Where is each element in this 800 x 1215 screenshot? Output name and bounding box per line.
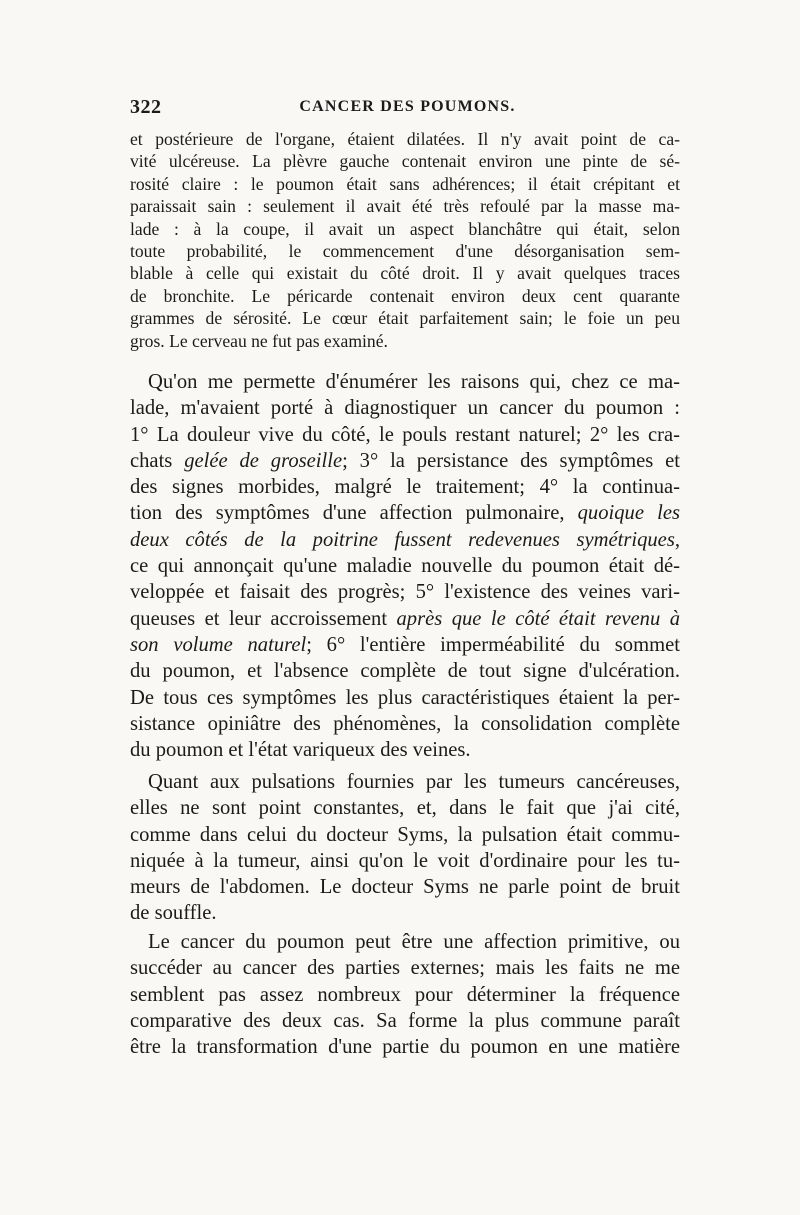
text-line <box>130 500 680 526</box>
text-line: Quant aux pulsations fournies par les tumeurs cancéreuses, <box>148 771 680 793</box>
text-line: succéder au cancer des parties externes; mais les faits ne me <box>130 957 680 980</box>
italic-phrase: après que le côté était revenu à <box>396 607 680 630</box>
italic-phrase: quoique les <box>577 502 680 525</box>
running-head <box>130 96 685 120</box>
italic-phrase: son volume naturel <box>130 633 307 656</box>
paragraph-pulsations <box>130 769 680 927</box>
page-number: 322 <box>130 96 162 118</box>
text-segment: ; 3° la persistance des symptômes et <box>342 449 680 472</box>
italic-phrase: gelée de groseille <box>184 449 343 472</box>
text-line: du poumon et l'état variqueux des veines. <box>130 739 471 762</box>
text-line: paraissait sain : seulement il avait été très refoulé par la masse ma- <box>130 196 680 217</box>
text-line: vité ulcéreuse. La plèvre gauche contenait environ une pinte de sé- <box>130 151 680 172</box>
text-line <box>130 448 680 474</box>
text-line: 1° La douleur vive du côté, le pouls restant naturel; 2° les cra- <box>130 423 680 446</box>
text-line: de bronchite. Le péricarde contenait environ deux cent quarante <box>130 285 680 306</box>
text-line: Qu'on me permette d'énumérer les raisons qui, chez ce ma- <box>148 371 680 393</box>
text-line <box>130 632 680 658</box>
text-line <box>130 606 680 632</box>
text-line: De tous ces symptômes les plus caractéristiques étaient la per- <box>130 686 680 709</box>
text-line: et postérieure de l'organe, étaient dilatées. Il n'y avait point de ca- <box>130 129 680 149</box>
text-line <box>130 527 680 553</box>
text-line: grammes de sérosité. Le cœur était parfaitement sain; le foie un peu <box>130 308 680 329</box>
paragraph-autopsy-notes <box>130 128 680 352</box>
text-line: rosité claire : le poumon était sans adhérences; il était crépitant et <box>130 173 680 194</box>
text-line: être la transformation d'une partie du poumon en une matière <box>130 1036 680 1059</box>
text-line: elles ne sont point constantes, et, dans le fait que j'ai cité, <box>130 797 680 820</box>
text-line: blable à celle qui existait du côté droit. Il y avait quelques traces <box>130 263 680 284</box>
text-line: Le cancer du poumon peut être une affection primitive, ou <box>148 931 680 953</box>
running-title: CANCER DES POUMONS. <box>299 98 516 115</box>
text-line: semblent pas assez nombreux pour déterminer la fréquence <box>130 983 680 1006</box>
text-line: gros. Le cerveau ne fut pas examiné. <box>130 330 388 351</box>
text-line: ce qui annonçait qu'une maladie nouvelle du poumon était dé- <box>130 555 680 578</box>
text-line: lade : à la coupe, il avait un aspect blanchâtre qui était, selon <box>130 218 680 239</box>
text-line: de souffle. <box>130 902 217 925</box>
text-line: meurs de l'abdomen. Le docteur Syms ne parle point de bruit <box>130 876 680 899</box>
text-line: sistance opiniâtre des phénomènes, la consolidation complète <box>130 712 680 735</box>
text-segment: ; 6° l'entière imperméabilité du sommet <box>306 633 680 656</box>
text-line: lade, m'avaient porté à diagnostiquer un cancer du poumon : <box>130 397 680 420</box>
text-line: du poumon, et l'absence complète de tout signe d'ulcération. <box>130 660 680 683</box>
italic-phrase: deux côtés de la poitrine fussent redevenues symétriques <box>130 528 675 551</box>
text-segment: chats <box>130 449 185 472</box>
text-segment: tion des symptômes d'une affection pulmonaire, <box>130 502 578 525</box>
text-segment: , <box>674 528 680 551</box>
text-line: comme dans celui du docteur Syms, la pulsation était commu- <box>130 823 680 846</box>
text-line: toute probabilité, le commencement d'une désorganisation sem- <box>130 241 680 262</box>
paragraph-diagnosis-reasons <box>130 369 680 763</box>
text-line: niquée à la tumeur, ainsi qu'on le voit d'ordinaire pour les tu- <box>130 849 680 872</box>
text-line: veloppée et faisait des progrès; 5° l'existence des veines vari- <box>130 581 680 604</box>
text-line: des signes morbides, malgré le traitement; 4° la continua- <box>130 476 680 499</box>
text-segment: queuses et leur accroissement <box>130 607 397 630</box>
paragraph-primary-cancer <box>130 929 680 1060</box>
text-line: comparative des deux cas. Sa forme la plus commune paraît <box>130 1009 680 1032</box>
